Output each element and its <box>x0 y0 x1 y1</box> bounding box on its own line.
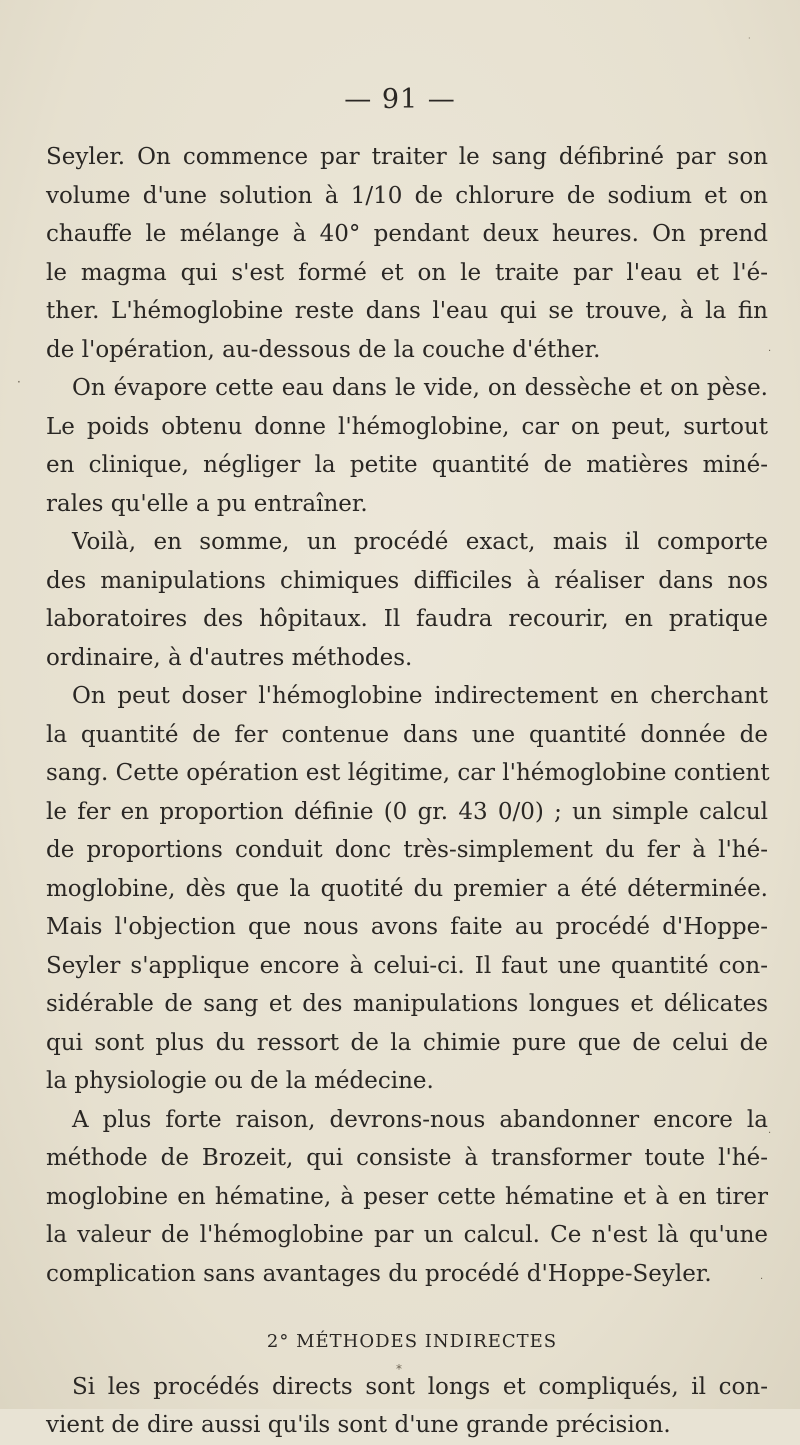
paragraphs-before-heading <box>46 138 768 1293</box>
text-line: volume d'une solution à 1/10 de chlorure de sodium et on <box>46 182 768 209</box>
page-fleck: · <box>760 1274 764 1285</box>
text-line: sidérable de sang et des manipulations longues et délicates <box>46 991 768 1017</box>
text-line: On peut doser l'hémoglobine indirectement en cherchant <box>72 683 768 709</box>
text-line: en clinique, négliger la petite quantité de matières miné- <box>46 452 768 478</box>
paragraph <box>46 138 768 369</box>
paragraph <box>46 1101 768 1294</box>
text-line: moglobine, dès que la quotité du premier a été déterminée. <box>46 875 768 902</box>
section-number: 2° <box>266 1331 290 1352</box>
text-line: Voilà, en somme, un procédé exact, mais il comporte <box>72 529 768 555</box>
page-body <box>46 138 768 1445</box>
text-line: rales qu'elle a pu entraîner. <box>46 490 368 517</box>
text-line: le fer en proportion définie (0 gr. 43 0/0) ; un simple calcul <box>46 798 768 825</box>
section-heading <box>46 1323 768 1362</box>
text-line: Seyler s'applique encore à celui-ci. Il faut une quantité con- <box>46 952 768 979</box>
text-line: chauffe le mélange à 40° pendant deux heures. On prend <box>46 221 768 247</box>
text-line: Mais l'objection que nous avons faite au procédé d'Hoppe- <box>46 914 768 940</box>
text-line: des manipulations chimiques difficiles à réaliser dans nos <box>46 567 768 594</box>
text-line: vient de dire aussi qu'ils sont d'une grande précision. <box>46 1412 671 1438</box>
page-fleck: · <box>768 1128 772 1139</box>
text-line: moglobine en hématine, à peser cette hématine et à en tirer <box>46 1183 768 1210</box>
text-line: A plus forte raison, devrons-nous abandonner encore la <box>72 1106 768 1133</box>
text-line: de l'opération, au-dessous de la couche d'éther. <box>46 336 601 363</box>
paragraph <box>46 677 768 1101</box>
text-line: qui sont plus du ressort de la chimie pure que de celui de <box>46 1029 768 1056</box>
paragraph-after-heading <box>46 1368 768 1445</box>
text-line: complication sans avantages du procédé d'Hoppe-Seyler. <box>46 1260 712 1287</box>
text-line: de proportions conduit donc très-simplement du fer à l'hé- <box>46 837 768 863</box>
page-fleck: · <box>748 34 751 43</box>
text-line: sang. Cette opération est légitime, car l'hémoglobine contient <box>46 760 770 786</box>
text-line: méthode de Brozeit, qui consiste à transformer toute l'hé- <box>46 1145 768 1171</box>
section-title: MÉTHODES INDIRECTES <box>296 1331 558 1352</box>
text-line: On évapore cette eau dans le vide, on dessèche et on pèse. <box>72 375 768 401</box>
paragraph <box>46 369 768 523</box>
text-line: la quantité de fer contenue dans une quantité donnée de <box>46 721 768 748</box>
text-line: le magma qui s'est formé et on le traite par l'eau et l'é- <box>46 259 768 286</box>
page-fleck: * <box>396 1362 402 1376</box>
text-line: laboratoires des hôpitaux. Il faudra recourir, en pratique <box>46 606 768 632</box>
text-line: ther. L'hémoglobine reste dans l'eau qui se trouve, à la fin <box>46 298 768 324</box>
paragraph <box>46 1368 768 1445</box>
text-line: ordinaire, à d'autres méthodes. <box>46 644 413 671</box>
page-number: — 91 — <box>344 84 456 115</box>
text-line: Le poids obtenu donne l'hémoglobine, car on peut, surtout <box>46 413 768 440</box>
text-line: la physiologie ou de la médecine. <box>46 1068 434 1094</box>
text-line: Seyler. On commence par traiter le sang défibriné par son <box>46 144 768 170</box>
page-fleck: · <box>17 375 21 389</box>
page-fleck: · <box>768 346 772 357</box>
text-line: la valeur de l'hémoglobine par un calcul. Ce n'est là qu'une <box>46 1222 768 1248</box>
text-line: Si les procédés directs sont longs et compliqués, il con- <box>72 1373 768 1400</box>
paragraph <box>46 523 768 677</box>
